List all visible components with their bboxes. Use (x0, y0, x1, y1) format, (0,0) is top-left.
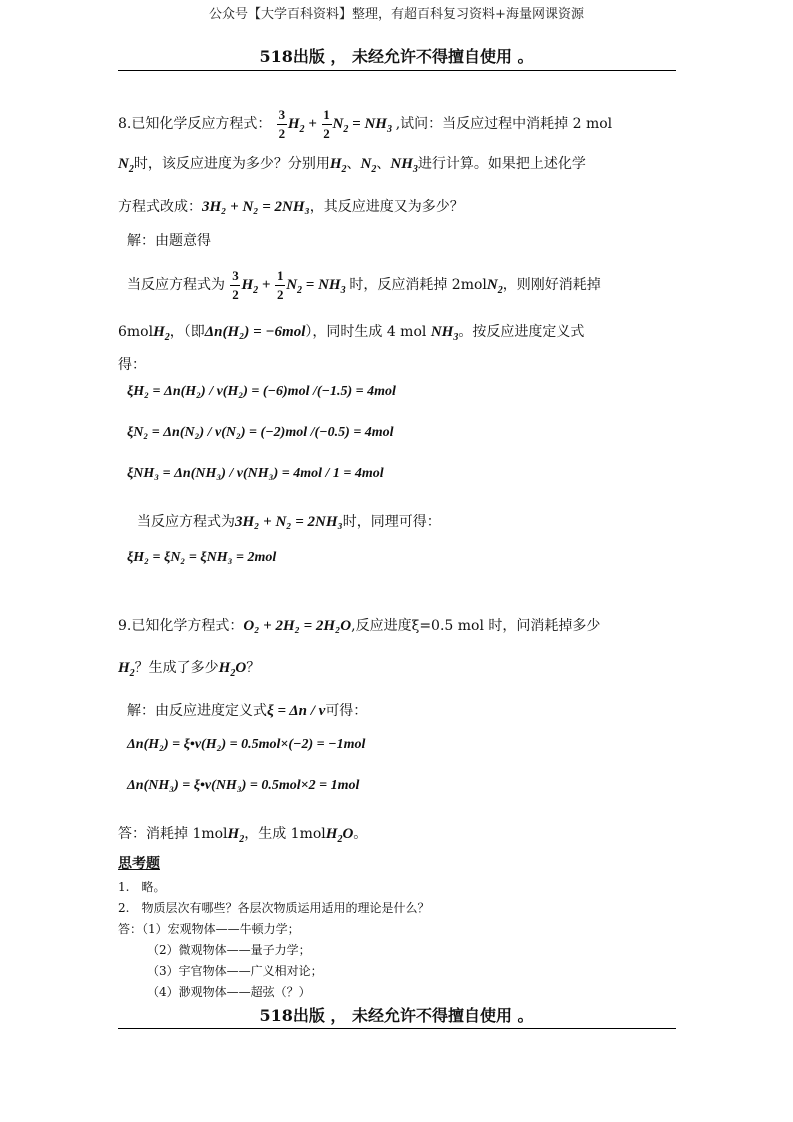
q8-line-7: 得： (118, 357, 146, 373)
top-divider (118, 70, 676, 71)
q9-solution-line: 解：由反应进度定义式ξ = Δn / ν可得： (127, 703, 368, 719)
thinking-item: 答：（1）宏观物体——牛顿力学； (118, 922, 300, 936)
watermark-text: 公众号【大学百科资料】整理，有超百科复习资料+海量网课资源 (209, 7, 584, 22)
copyright-banner-top: 518出版 ， 未经允许不得擅自使用 。 (259, 47, 534, 66)
thinking-questions-title: 思考题 (118, 856, 160, 872)
q8-equation-xi-nh3: ξNH₃ = Δn(NH₃) / ν(NH₃) = 4mol / 1 = 4mol (127, 466, 384, 481)
q9-line-2: $H_2$？生成了多少$H_2O$？ (118, 660, 261, 679)
q8-equation-all-equal: ξH₂ = ξN₂ = ξNH₃ = 2mol (127, 550, 277, 565)
thinking-item: （2）微观物体——量子力学； (147, 943, 311, 957)
bottom-divider (118, 1028, 676, 1029)
copyright-banner-bottom: 518出版 ， 未经允许不得擅自使用 。 (259, 1006, 534, 1025)
thinking-item: （4）渺观物体——超弦（？） (147, 985, 311, 999)
q9-answer: 答：消耗掉 1molH$_2$，生成 1molH$_2$O。 (118, 826, 368, 845)
q8-equation-xi-n2: ξN₂ = Δn(N₂) / ν(N₂) = (−2)mol /(−0.5) = 4mol (127, 425, 394, 440)
q8-solution-heading: 解：由题意得 (127, 233, 211, 249)
q8-equation-fraction-form: $\frac{3}{2}$ $H_2$ + $\frac{1}{2}$ $N_2 = NH_3$ (278, 107, 392, 142)
q9-equation-dn-nh3: Δn(NH₃) = ξ•ν(NH₃) = 0.5mol×2 = 1mol (127, 778, 360, 793)
q9-line-1: 9.已知化学方程式：O₂ + 2H₂ = 2H₂O,反应进度ξ=0.5 mol 时，问消耗掉多少 (118, 618, 601, 634)
q8-line-6: 6molH$_2$，（即Δn(H₂) = −6mol），同时生成 4 mol $NH_3$。按反应进度定义式 (118, 324, 585, 343)
q8-line-3: 方程式改成：3H₂ + N₂ = 2NH₃，其反应进度又为多少？ (118, 199, 464, 215)
q8-line-2: $N_2$时，该反应进度为多少？分别用$H_2$、$N_2$、$NH_3$进行计算。如果把上述化学 (118, 156, 586, 175)
thinking-item: 1. 略。 (118, 880, 166, 894)
thinking-item: （3）宇官物体——广义相对论； (147, 964, 323, 978)
q8-line-5: 当反应方程式为 $\frac{3}{2}$ $H_2$ + $\frac{1}{2}$ $N_2 = NH_3$ 时，反应消耗掉 2molN$_2$，则刚好消耗掉 (127, 268, 601, 303)
thinking-item: 2. 物质层次有哪些？各层次物质运用适用的理论是什么？ (118, 901, 430, 915)
q8-line-1: 8.已知化学反应方程式： $\frac{3}{2}$ $H_2$ + $\frac{1}{2}$ $N_2 = NH_3$ ,试问：当反应过程中消耗掉 2 mol (118, 107, 613, 142)
q8-equation-xi-h2: ξH₂ = Δn(H₂) / ν(H₂) = (−6)mol /(−1.5) = 4mol (127, 384, 396, 399)
q8-line-11: 当反应方程式为3H₂ + N₂ = 2NH₃时，同理可得： (137, 514, 441, 530)
q9-equation-dn-h2: Δn(H₂) = ξ•ν(H₂) = 0.5mol×(−2) = −1mol (127, 737, 366, 752)
